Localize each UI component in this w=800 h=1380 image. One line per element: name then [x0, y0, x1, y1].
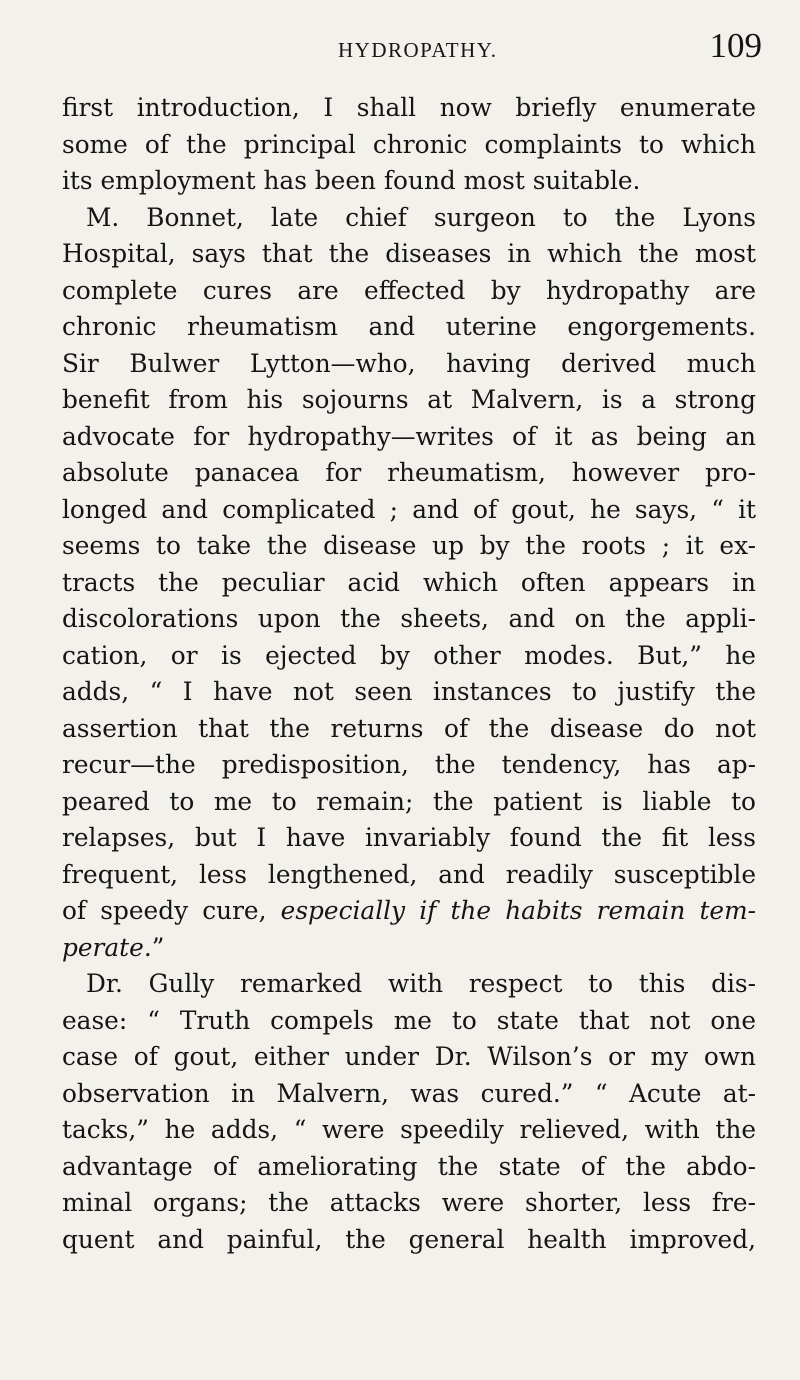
text-line: observation in Malvern, was cured.” “ Acute at-: [62, 1078, 756, 1108]
text-line: minal organs; the attacks were shorter, less fre-: [62, 1188, 756, 1217]
text-run: of speedy cure,: [62, 896, 267, 925]
text-line: tacks,” he adds, “ were speedily relieved, with the: [62, 1115, 756, 1144]
italic-text-run: especially if the habits remain tem-: [280, 896, 756, 925]
text-line: Sir Bulwer Lytton—who, having derived much: [62, 348, 756, 378]
text-line: longed and complicated ; and of gout, he says, “ it: [62, 494, 756, 524]
text-line: Dr. Gully remarked with respect to this dis-: [86, 969, 756, 998]
italic-text-run: perate.: [62, 932, 152, 962]
running-head: [62, 28, 762, 68]
text-line-mixed: [62, 930, 756, 967]
text-line: recur—the predisposition, the tendency, has ap-: [62, 750, 756, 779]
text-line: assertion that the returns of the disease do not: [62, 713, 756, 743]
text-line: some of the principal chronic complaints to which: [62, 129, 756, 159]
text-line: its employment has been found most suitable.: [62, 166, 641, 195]
text-line: absolute panacea for rheumatism, however pro-: [62, 458, 756, 487]
text-line: advantage of ameliorating the state of the abdo-: [62, 1151, 756, 1181]
text-line: adds, “ I have not seen instances to justify the: [62, 677, 756, 706]
text-line: benefit from his sojourns at Malvern, is a strong: [62, 385, 756, 414]
closing-quote: ”: [151, 932, 165, 962]
text-line: peared to me to remain; the patient is liable to: [62, 786, 756, 816]
text-line: chronic rheumatism and uterine engorgements.: [62, 312, 756, 341]
text-line: quent and painful, the general health improved,: [62, 1224, 756, 1254]
text-line: first introduction, I shall now briefly enumerate: [62, 93, 756, 122]
text-line: discolorations upon the sheets, and on the appli-: [62, 604, 756, 633]
text-line: advocate for hydropathy—writes of it as being an: [62, 421, 756, 451]
body-text: [62, 90, 756, 1258]
text-line: M. Bonnet, late chief surgeon to the Lyons: [86, 202, 756, 232]
text-line-mixed: [62, 893, 756, 930]
page-number: 109: [709, 26, 762, 65]
text-line: cation, or is ejected by other modes. But,” he: [62, 640, 756, 670]
text-line: relapses, but I have invariably found the fit less: [62, 823, 756, 852]
text-line: tracts the peculiar acid which often appears in: [62, 567, 756, 597]
text-line: complete cures are effected by hydropathy are: [62, 275, 756, 305]
text-line: seems to take the disease up by the roots ; it ex-: [62, 531, 756, 560]
text-line: frequent, less lengthened, and readily susceptible: [62, 859, 756, 889]
text-line: case of gout, either under Dr. Wilson’s or my own: [62, 1042, 756, 1071]
running-head-title: HYDROPATHY.: [338, 38, 498, 62]
text-line: Hospital, says that the diseases in which the most: [62, 239, 756, 268]
text-line: ease: “ Truth compels me to state that not one: [62, 1005, 756, 1035]
